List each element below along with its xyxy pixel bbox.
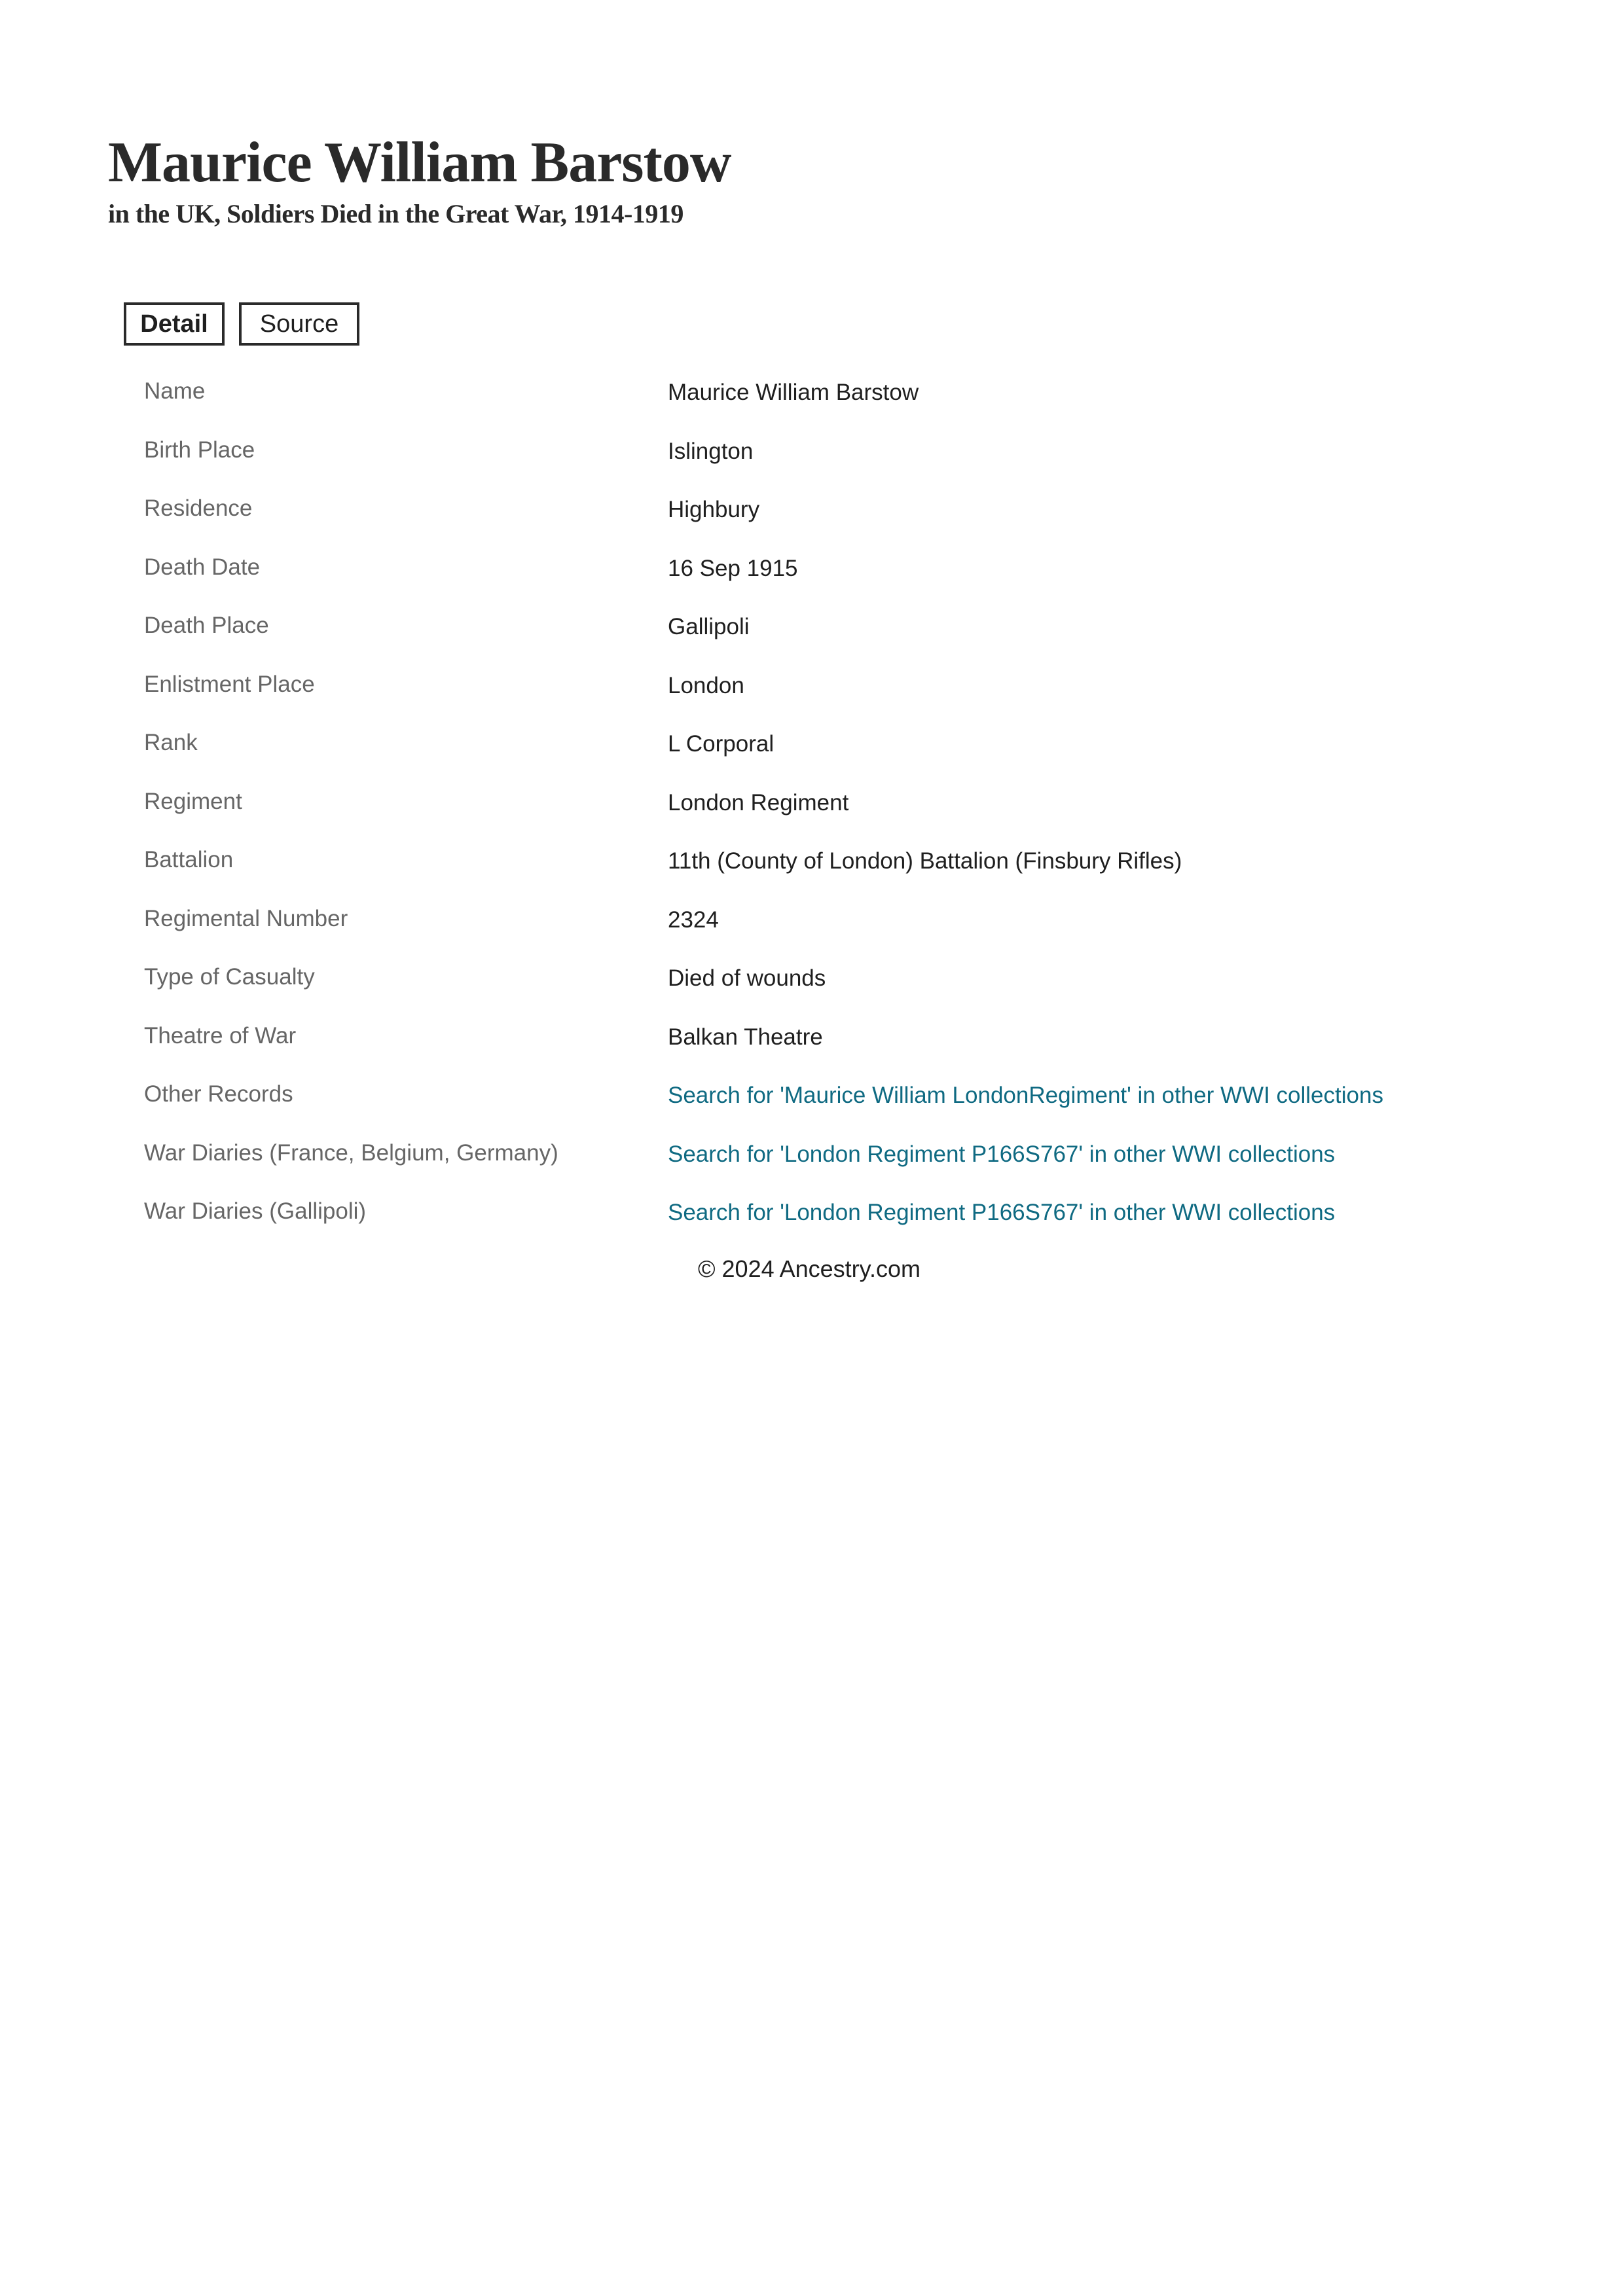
detail-value: London <box>668 672 744 698</box>
record-header <box>108 131 731 228</box>
detail-value: Islington <box>668 438 754 464</box>
detail-value: L Corporal <box>668 731 775 757</box>
detail-row-regimental-number <box>144 894 1519 953</box>
detail-row-war-diaries-gallipoli <box>144 1187 1519 1246</box>
tab-detail[interactable]: Detail <box>124 302 225 346</box>
detail-label: Battalion <box>144 847 234 872</box>
tab-source[interactable]: Source <box>239 302 359 346</box>
detail-label: Birth Place <box>144 437 255 463</box>
detail-row-name <box>144 367 1519 425</box>
detail-row-death-place <box>144 601 1519 660</box>
page-title: Maurice William Barstow <box>108 131 731 194</box>
detail-row-rank <box>144 718 1519 777</box>
detail-label: Regimental Number <box>144 905 348 931</box>
detail-row-enlistment-place <box>144 660 1519 719</box>
detail-row-residence <box>144 484 1519 543</box>
war-diaries-france-search-link[interactable]: Search for 'London Regiment P166S767' in other WWI collections <box>668 1141 1336 1167</box>
detail-value: Balkan Theatre <box>668 1024 823 1050</box>
detail-row-battalion <box>144 835 1519 894</box>
detail-value: Maurice William Barstow <box>668 380 919 405</box>
detail-value: 11th (County of London) Battalion (Finsbury Rifles) <box>668 848 1182 874</box>
detail-label: Name <box>144 378 206 404</box>
detail-label: Death Place <box>144 613 269 638</box>
detail-row-birth-place <box>144 425 1519 484</box>
detail-label: Death Date <box>144 554 261 580</box>
detail-row-theatre-of-war <box>144 1011 1519 1070</box>
detail-label: Rank <box>144 730 198 755</box>
detail-label: Residence <box>144 495 253 521</box>
detail-row-type-of-casualty <box>144 952 1519 1011</box>
copyright-footer: © 2024 Ancestry.com <box>698 1255 921 1282</box>
war-diaries-gallipoli-search-link[interactable]: Search for 'London Regiment P166S767' in other WWI collections <box>668 1200 1336 1225</box>
detail-label: War Diaries (France, Belgium, Germany) <box>144 1139 558 1166</box>
detail-value: Highbury <box>668 497 760 522</box>
record-tabs <box>124 302 359 346</box>
other-records-search-link[interactable]: Search for 'Maurice William LondonRegiment' in other WWI collections <box>668 1083 1383 1108</box>
detail-value: London Regiment <box>668 789 849 816</box>
detail-row-war-diaries-france <box>144 1128 1519 1187</box>
collection-subtitle: in the UK, Soldiers Died in the Great War, 1914-1919 <box>108 199 684 228</box>
detail-label: Enlistment Place <box>144 671 315 697</box>
detail-label: War Diaries (Gallipoli) <box>144 1198 367 1224</box>
detail-row-regiment <box>144 777 1519 836</box>
detail-value: Died of wounds <box>668 965 826 991</box>
detail-value: 2324 <box>668 906 719 933</box>
detail-label: Regiment <box>144 788 242 814</box>
detail-value: Gallipoli <box>668 614 750 639</box>
detail-label: Theatre of War <box>144 1022 297 1049</box>
detail-label: Type of Casualty <box>144 964 315 990</box>
detail-value: 16 Sep 1915 <box>668 555 798 581</box>
record-detail-table <box>144 367 1519 1246</box>
detail-label: Other Records <box>144 1081 293 1107</box>
detail-row-death-date <box>144 543 1519 601</box>
detail-row-other-records <box>144 1069 1519 1128</box>
